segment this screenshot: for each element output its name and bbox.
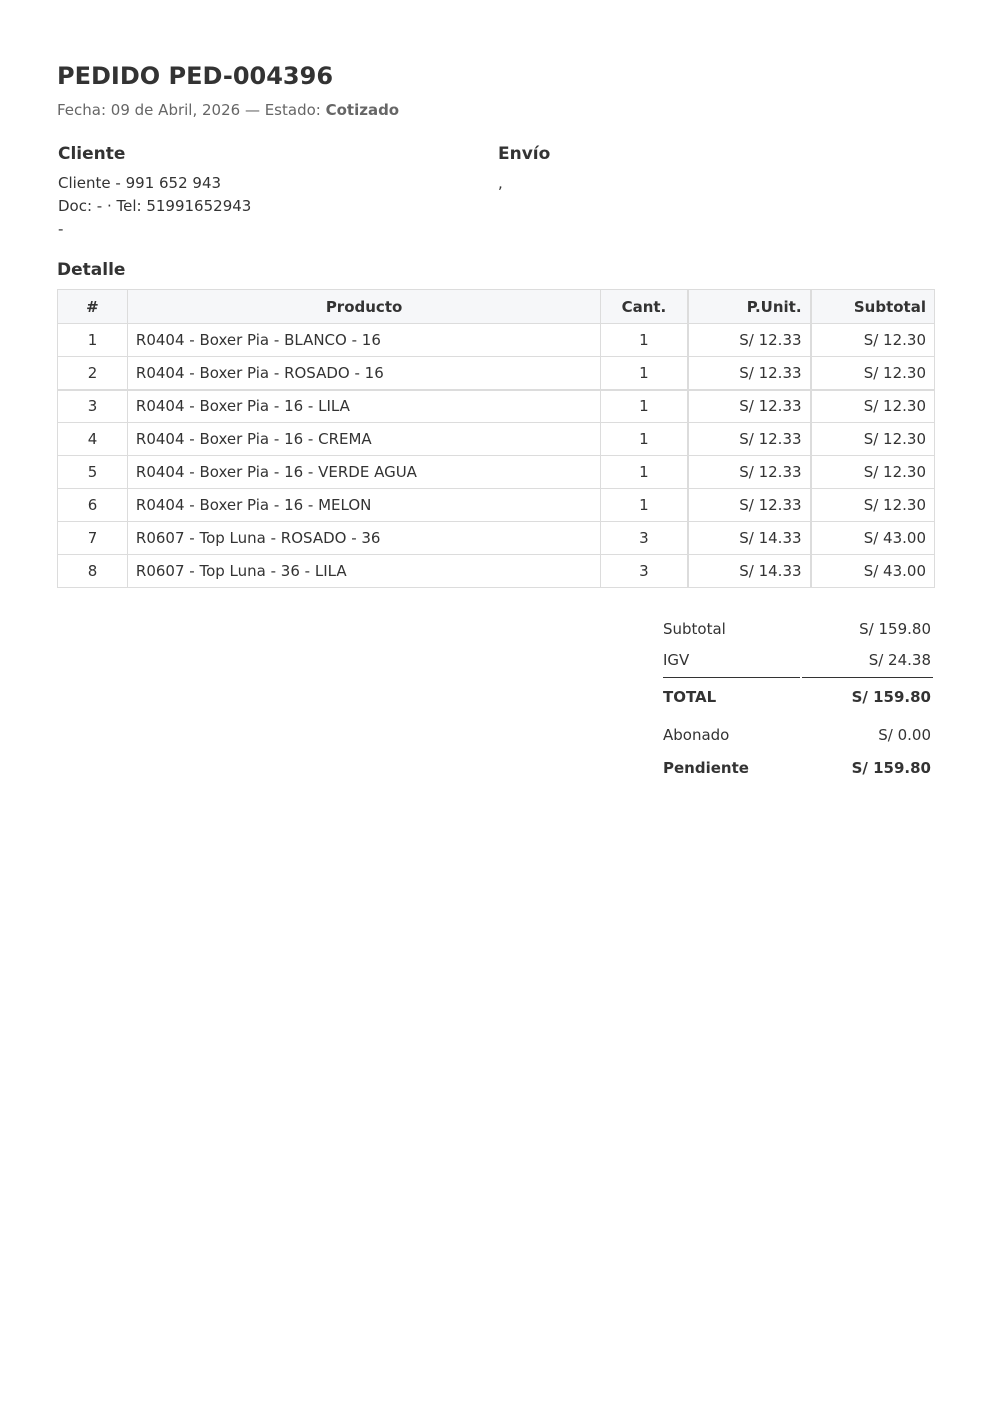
- total-divider: [663, 677, 800, 678]
- table-row: [58, 423, 935, 456]
- order-status: Cotizado: [325, 101, 400, 119]
- row-unit-price: S/ 12.33: [688, 357, 811, 390]
- client-doc-phone: Doc: - · Tel: 51991652943: [58, 197, 252, 215]
- table-row: [58, 357, 935, 390]
- row-product: R0404 - Boxer Pia - 16 - VERDE AGUA: [127, 456, 600, 489]
- row-product: R0404 - Boxer Pia - ROSADO - 16: [127, 357, 600, 390]
- row-product: R0404 - Boxer Pia - 16 - MELON: [127, 489, 600, 522]
- row-quantity: 1: [601, 390, 688, 423]
- row-quantity: 1: [601, 423, 688, 456]
- total-divider: [802, 677, 933, 678]
- row-number: 2: [58, 357, 128, 390]
- row-subtotal: S/ 43.00: [811, 555, 935, 588]
- table-row: [58, 324, 935, 357]
- table-row: [58, 390, 935, 423]
- row-quantity: 3: [601, 555, 688, 588]
- row-product: R0404 - Boxer Pia - BLANCO - 16: [127, 324, 600, 357]
- client-name: Cliente - 991 652 943: [58, 174, 222, 192]
- row-unit-price: S/ 12.33: [688, 456, 811, 489]
- row-number: 8: [58, 555, 128, 588]
- row-unit-price: S/ 14.33: [688, 522, 811, 555]
- row-subtotal: S/ 12.30: [811, 390, 935, 423]
- row-subtotal: S/ 12.30: [811, 423, 935, 456]
- row-unit-price: S/ 12.33: [688, 324, 811, 357]
- row-number: 3: [58, 390, 128, 423]
- table-header-row: [58, 290, 935, 324]
- shipping-heading: Envío: [498, 144, 551, 164]
- paid-value: S/ 0.00: [878, 726, 931, 744]
- total-value: S/ 159.80: [851, 688, 931, 706]
- totals-paid-row: [663, 721, 933, 749]
- table-row: [58, 555, 935, 588]
- totals-igv-row: [663, 646, 933, 674]
- row-subtotal: S/ 12.30: [811, 456, 935, 489]
- row-number: 6: [58, 489, 128, 522]
- table-row: [58, 522, 935, 555]
- col-header-subtotal: Subtotal: [811, 290, 935, 324]
- detail-heading: Detalle: [57, 260, 126, 280]
- page-title: PEDIDO PED-004396: [57, 62, 334, 90]
- subtotal-label: Subtotal: [663, 620, 726, 638]
- pending-label: Pendiente: [663, 759, 749, 777]
- row-subtotal: S/ 12.30: [811, 357, 935, 390]
- row-product: R0404 - Boxer Pia - 16 - CREMA: [127, 423, 600, 456]
- col-header-number: #: [58, 290, 128, 324]
- table-row: [58, 456, 935, 489]
- shipping-address: ,: [498, 174, 503, 192]
- totals-subtotal-row: [663, 615, 933, 643]
- row-product: R0404 - Boxer Pia - 16 - LILA: [127, 390, 600, 423]
- row-quantity: 1: [601, 456, 688, 489]
- table-row: [58, 489, 935, 522]
- paid-label: Abonado: [663, 726, 730, 744]
- row-number: 4: [58, 423, 128, 456]
- row-quantity: 3: [601, 522, 688, 555]
- total-label: TOTAL: [663, 688, 717, 706]
- igv-label: IGV: [663, 651, 690, 669]
- row-quantity: 1: [601, 489, 688, 522]
- row-product: R0607 - Top Luna - ROSADO - 36: [127, 522, 600, 555]
- row-subtotal: S/ 12.30: [811, 324, 935, 357]
- order-date: Fecha: 09 de Abril, 2026 — Estado:: [57, 101, 326, 119]
- row-unit-price: S/ 14.33: [688, 555, 811, 588]
- row-number: 5: [58, 456, 128, 489]
- row-subtotal: S/ 43.00: [811, 522, 935, 555]
- row-product: R0607 - Top Luna - 36 - LILA: [127, 555, 600, 588]
- row-number: 7: [58, 522, 128, 555]
- pending-value: S/ 159.80: [851, 759, 931, 777]
- row-unit-price: S/ 12.33: [688, 390, 811, 423]
- row-unit-price: S/ 12.33: [688, 423, 811, 456]
- row-subtotal: S/ 12.30: [811, 489, 935, 522]
- client-heading: Cliente: [58, 144, 126, 164]
- row-unit-price: S/ 12.33: [688, 489, 811, 522]
- row-quantity: 1: [601, 324, 688, 357]
- order-meta: [57, 101, 399, 119]
- detail-table: [57, 289, 935, 588]
- col-header-product: Producto: [127, 290, 600, 324]
- totals-pending-row: [663, 754, 933, 782]
- subtotal-value: S/ 159.80: [859, 620, 931, 638]
- client-address: -: [58, 220, 64, 238]
- col-header-quantity: Cant.: [601, 290, 688, 324]
- igv-value: S/ 24.38: [868, 651, 931, 669]
- row-quantity: 1: [601, 357, 688, 390]
- totals-total-row: [663, 683, 933, 711]
- row-number: 1: [58, 324, 128, 357]
- col-header-unit-price: P.Unit.: [688, 290, 811, 324]
